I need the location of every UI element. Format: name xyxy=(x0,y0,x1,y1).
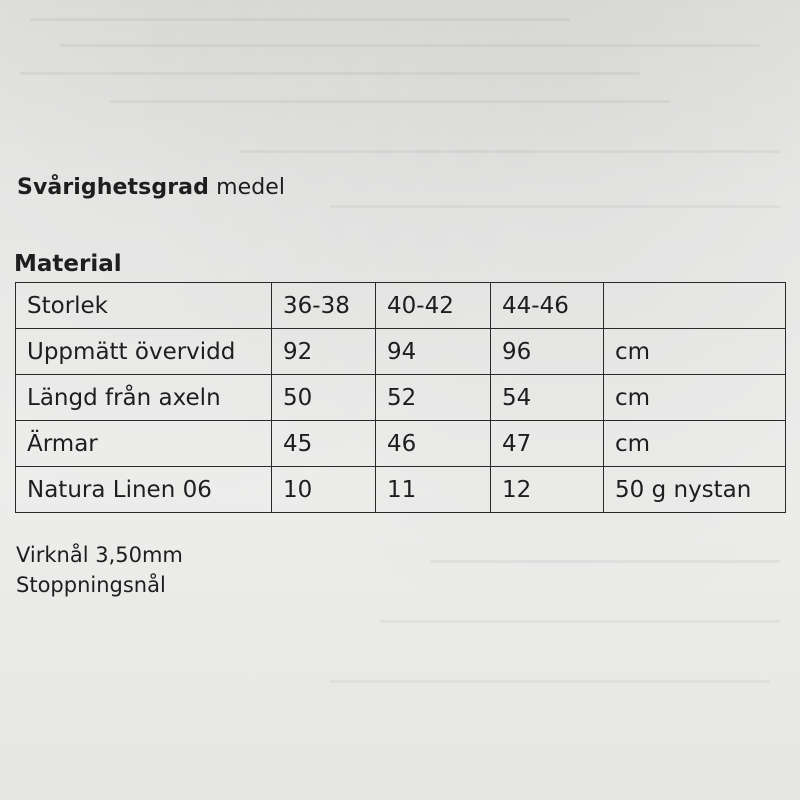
value-cell: 45 xyxy=(272,421,376,467)
row-label: Storlek xyxy=(16,283,272,329)
difficulty-value: medel xyxy=(216,175,286,200)
show-through-line xyxy=(380,620,780,623)
row-label: Längd från axeln xyxy=(16,375,272,421)
value-cell: 54 xyxy=(491,375,604,421)
value-cell: 52 xyxy=(376,375,491,421)
table-row-yarn xyxy=(16,467,786,513)
table-row-sleeves xyxy=(16,421,786,467)
table-row-chest xyxy=(16,329,786,375)
tools-list xyxy=(16,540,183,600)
value-cell: 50 xyxy=(272,375,376,421)
show-through-line xyxy=(110,100,670,103)
show-through-line xyxy=(20,72,640,75)
unit-cell: 50 g nystan xyxy=(604,467,786,513)
size-cell: 44-46 xyxy=(491,283,604,329)
show-through-line xyxy=(240,150,780,153)
show-through-line xyxy=(330,680,770,683)
difficulty-line xyxy=(17,175,285,200)
unit-cell: cm xyxy=(604,329,786,375)
row-label: Natura Linen 06 xyxy=(16,467,272,513)
value-cell: 11 xyxy=(376,467,491,513)
table-row-size xyxy=(16,283,786,329)
unit-cell xyxy=(604,283,786,329)
unit-cell: cm xyxy=(604,421,786,467)
difficulty-label: Svårighetsgrad xyxy=(17,175,209,200)
show-through-line xyxy=(60,44,760,47)
value-cell: 92 xyxy=(272,329,376,375)
material-table xyxy=(15,282,786,513)
tool-item: Stoppningsnål xyxy=(16,573,166,597)
value-cell: 46 xyxy=(376,421,491,467)
value-cell: 10 xyxy=(272,467,376,513)
show-through-line xyxy=(330,205,780,208)
show-through-line xyxy=(30,18,570,21)
tool-item: Virknål 3,50mm xyxy=(16,543,183,567)
show-through-line xyxy=(430,560,780,563)
value-cell: 47 xyxy=(491,421,604,467)
row-label: Uppmätt övervidd xyxy=(16,329,272,375)
value-cell: 12 xyxy=(491,467,604,513)
table-row-length xyxy=(16,375,786,421)
material-heading: Material xyxy=(14,251,122,277)
size-cell: 40-42 xyxy=(376,283,491,329)
unit-cell: cm xyxy=(604,375,786,421)
row-label: Ärmar xyxy=(16,421,272,467)
value-cell: 96 xyxy=(491,329,604,375)
size-cell: 36-38 xyxy=(272,283,376,329)
value-cell: 94 xyxy=(376,329,491,375)
